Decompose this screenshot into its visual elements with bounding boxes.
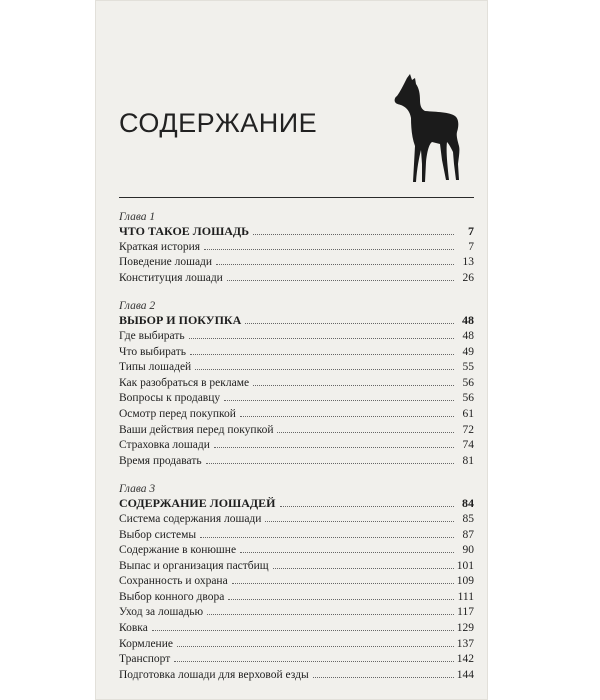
toc-entry: Время продавать 81 <box>119 454 474 467</box>
chapter-label: Глава 2 <box>119 300 156 313</box>
toc-entry: Краткая история 7 <box>119 240 474 253</box>
toc-entry: Выпас и организация пастбищ 101 <box>119 559 474 572</box>
toc-entry: Содержание в конюшне 90 <box>119 544 474 557</box>
toc-entry: Типы лошадей 55 <box>119 361 474 374</box>
toc-entry: Конституция лошади 26 <box>119 271 474 284</box>
toc-entry: Поведение лошади 13 <box>119 256 474 269</box>
page-title: СОДЕРЖАНИЕ <box>119 108 318 138</box>
title-rule <box>119 197 474 198</box>
chapter-label: Глава 1 <box>119 211 156 223</box>
toc-entry: Ковка 129 <box>119 622 474 635</box>
book-page <box>95 0 488 700</box>
toc-entry: Сохранность и охрана 109 <box>119 575 474 588</box>
toc-entry: Система содержания лошади 85 <box>119 512 474 525</box>
chapter-heading: СОДЕРЖАНИЕ ЛОШАДЕЙ 84 <box>119 496 474 511</box>
toc-entry: Уход за лошадью 117 <box>119 606 474 619</box>
toc-entry: Где выбирать 48 <box>119 329 474 342</box>
toc-entry: Осмотр перед покупкой 61 <box>119 407 474 420</box>
horse-foal-icon <box>385 72 465 192</box>
toc-entry: Страховка лошади 74 <box>119 439 474 452</box>
toc-entry: Выбор конного двора 111 <box>119 590 474 603</box>
toc-entry: Что выбирать 49 <box>119 345 474 358</box>
toc-entry: Вопросы к продавцу 56 <box>119 392 474 405</box>
chapter-heading: ВЫБОР И ПОКУПКА 48 <box>119 313 474 328</box>
toc-entry: Ваши действия перед покупкой 72 <box>119 423 474 436</box>
toc-entry: Выбор системы 87 <box>119 528 474 541</box>
toc-entry: Как разобраться в рекламе 56 <box>119 376 474 389</box>
chapter-1 <box>119 210 474 286</box>
toc-entry: Кормление 137 <box>119 637 474 650</box>
toc-entry: Подготовка лошади для верховой езды 144 <box>119 668 474 681</box>
chapter-label: Глава 3 <box>119 483 156 496</box>
chapter-heading: ЧТО ТАКОЕ ЛОШАДЬ 7 <box>119 224 474 238</box>
chapter-3 <box>119 482 474 683</box>
toc-entry: Транспорт 142 <box>119 653 474 666</box>
table-of-contents <box>119 210 474 696</box>
chapter-2 <box>119 299 474 469</box>
